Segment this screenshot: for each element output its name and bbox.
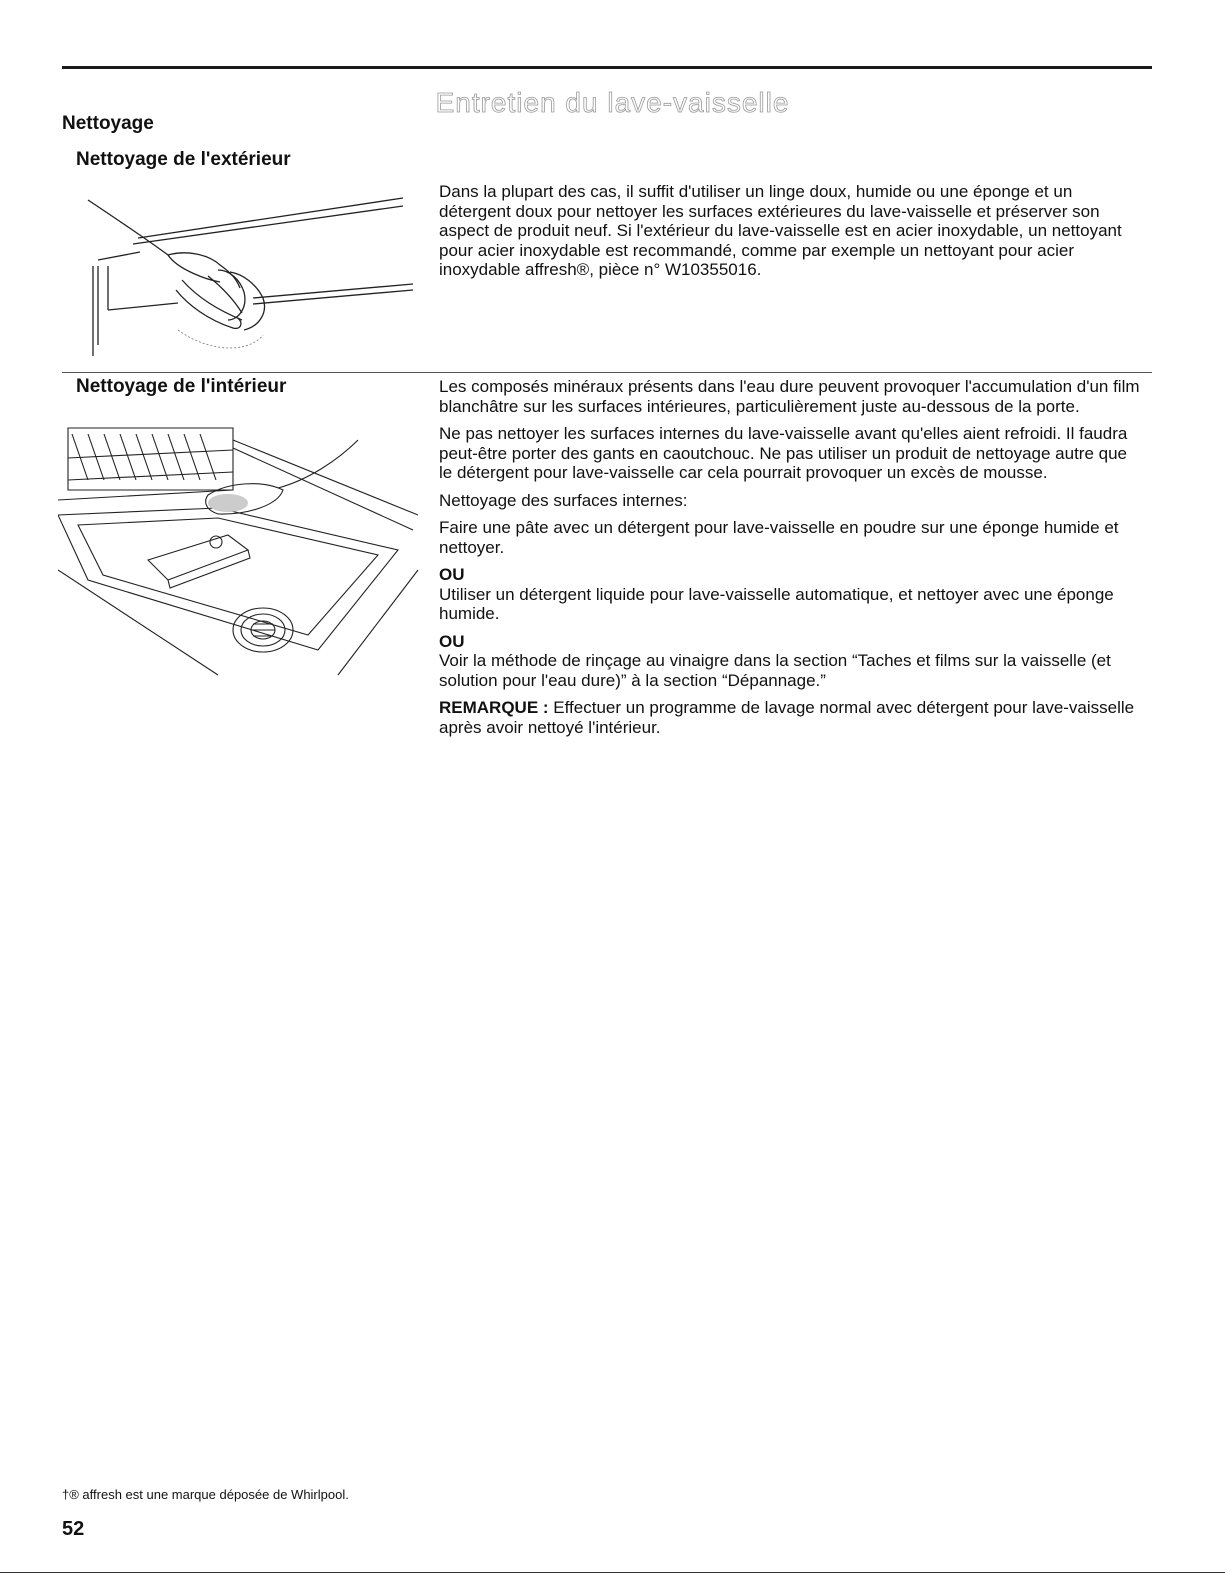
interior-heading: Nettoyage de l'intérieur [76, 376, 287, 397]
exterior-paragraph: Dans la plupart des cas, il suffit d'utiliser un linge doux, humide ou une éponge et un détergent doux pour nettoyer les surfaces extérieures du lave-vaisselle et préserver son aspect de produit neuf. Si l'extérieur du lave-vaisselle est en acier inoxydable, un nettoyant pour acier inoxydable est recommandé, comme par exemple un nettoyant pour acier inoxydable affresh®, pièce n° W10355016. [439, 182, 1122, 279]
interior-paragraph-1: Les composés minéraux présents dans l'eau dure peuvent provoquer l'accumulation d'un film blanchâtre sur les surfaces intérieures, particulièrement juste au-dessous de la porte. [439, 377, 1140, 416]
interior-paragraph-5: Utiliser un détergent liquide pour lave-vaisselle automatique, et nettoyer avec une éponge humide. [439, 584, 1114, 623]
remarque-text: Effectuer un programme de lavage normal avec détergent pour lave-vaisselle après avoir nettoyé l'intérieur. [439, 698, 1135, 737]
section-heading: Nettoyage [62, 113, 154, 134]
interior-paragraph-6: Voir la méthode de rinçage au vinaigre dans la section “Taches et films sur la vaisselle (et solution pour l'eau dure)” à la section “Dépannage.” [439, 651, 1111, 690]
or-label-2: OU [439, 631, 465, 651]
page-number: 52 [62, 1518, 85, 1540]
remarque-label: REMARQUE : [439, 698, 549, 717]
remarque-note [439, 698, 1144, 737]
exterior-heading: Nettoyage de l'extérieur [76, 149, 291, 170]
interior-cleaning-illustration [58, 420, 428, 680]
exterior-cleaning-illustration [58, 180, 418, 360]
interior-paragraph-4: Faire une pâte avec un détergent pour lave-vaisselle en poudre sur une éponge humide et nettoyer. [439, 518, 1119, 557]
page-title: Entretien du lave-vaisselle [435, 86, 790, 118]
interior-paragraph-2: Ne pas nettoyer les surfaces internes du lave-vaisselle avant qu'elles aient refroidi. Il faudra peut-être porter des gants en caoutchouc. Ne pas utiliser un produit de nettoyage autre que le détergent pour lave-vaisselle car cela pourrait provoquer un excès de mousse. [439, 424, 1128, 482]
footnote: †® affresh est une marque déposée de Whirlpool. [62, 1487, 349, 1502]
interior-paragraph-3: Nettoyage des surfaces internes: [439, 490, 688, 510]
bottom-rule [0, 1572, 1225, 1573]
interior-text-block [439, 377, 1144, 745]
top-rule [62, 66, 1152, 69]
section-divider [62, 372, 1152, 373]
or-label-1: OU [439, 565, 465, 584]
